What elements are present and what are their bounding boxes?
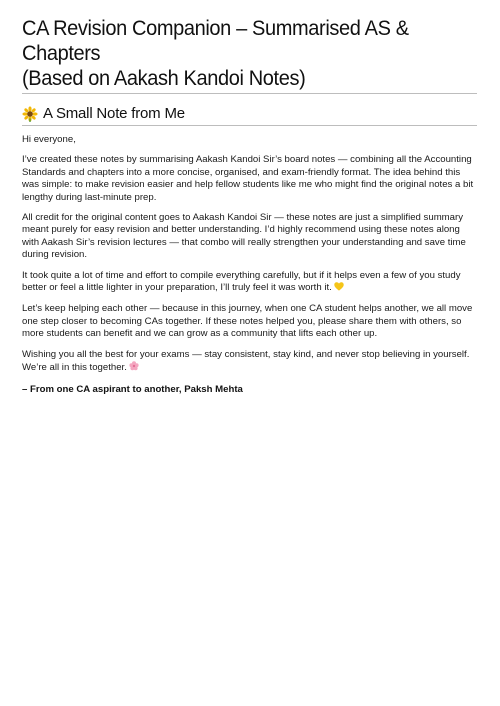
paragraph-1: I’ve created these notes by summarising Aakash Kandoi Sir’s board notes — combining all the Accounting Standards and chapters into a more concise, organised, and exam-friendly format. The idea behind this was simple: to make revision easier and help fellow students like me who might find the original notes a bit lengthy during last-minute prep. xyxy=(22,154,474,203)
document-title-line-2: (Based on Aakash Kandoi Notes) xyxy=(22,66,306,90)
title-divider xyxy=(22,93,477,94)
document-title xyxy=(22,16,479,91)
paragraph-4: Let’s keep helping each other — because in this journey, when one CA student helps another, we all move one step closer to becoming CAs together. If these notes helped you, please share them with others, so more students can benefit and we can grow as a community that lifts each other up. xyxy=(22,303,473,340)
cherry-blossom-icon xyxy=(129,361,139,375)
sunflower-icon xyxy=(22,106,38,122)
paragraph-3 xyxy=(22,270,477,296)
paragraph-2: All credit for the original content goes to Aakash Kandoi Sir — these notes are just a simplified summary meant purely for easy revision and better understanding. I’d highly recommend using these notes along with Aakash Sir’s revision lectures — that combo will really strengthen your understanding and save time during revision. xyxy=(22,212,466,261)
paragraph-5 xyxy=(22,349,477,376)
document-title-line-1: CA Revision Companion – Summarised AS & Chapters xyxy=(22,16,409,65)
paragraph-5-text: Wishing you all the best for your exams — stay consistent, stay kind, and never stop believing in yourself. We’re all in this together. xyxy=(22,348,470,374)
section-divider xyxy=(22,125,477,126)
yellow-heart-icon xyxy=(334,282,344,295)
paragraph-3-text: It took quite a lot of time and effort to compile everything carefully, but if it helps even a few of you study better or feel a little lighter in your preparation, I’ll truly feel it was worth it. xyxy=(22,269,461,294)
section-heading-text: A Small Note from Me xyxy=(43,105,185,122)
section-heading xyxy=(22,104,477,124)
greeting: Hi everyone, xyxy=(22,134,76,145)
signoff: – From one CA aspirant to another, Paksh Mehta xyxy=(22,383,243,395)
